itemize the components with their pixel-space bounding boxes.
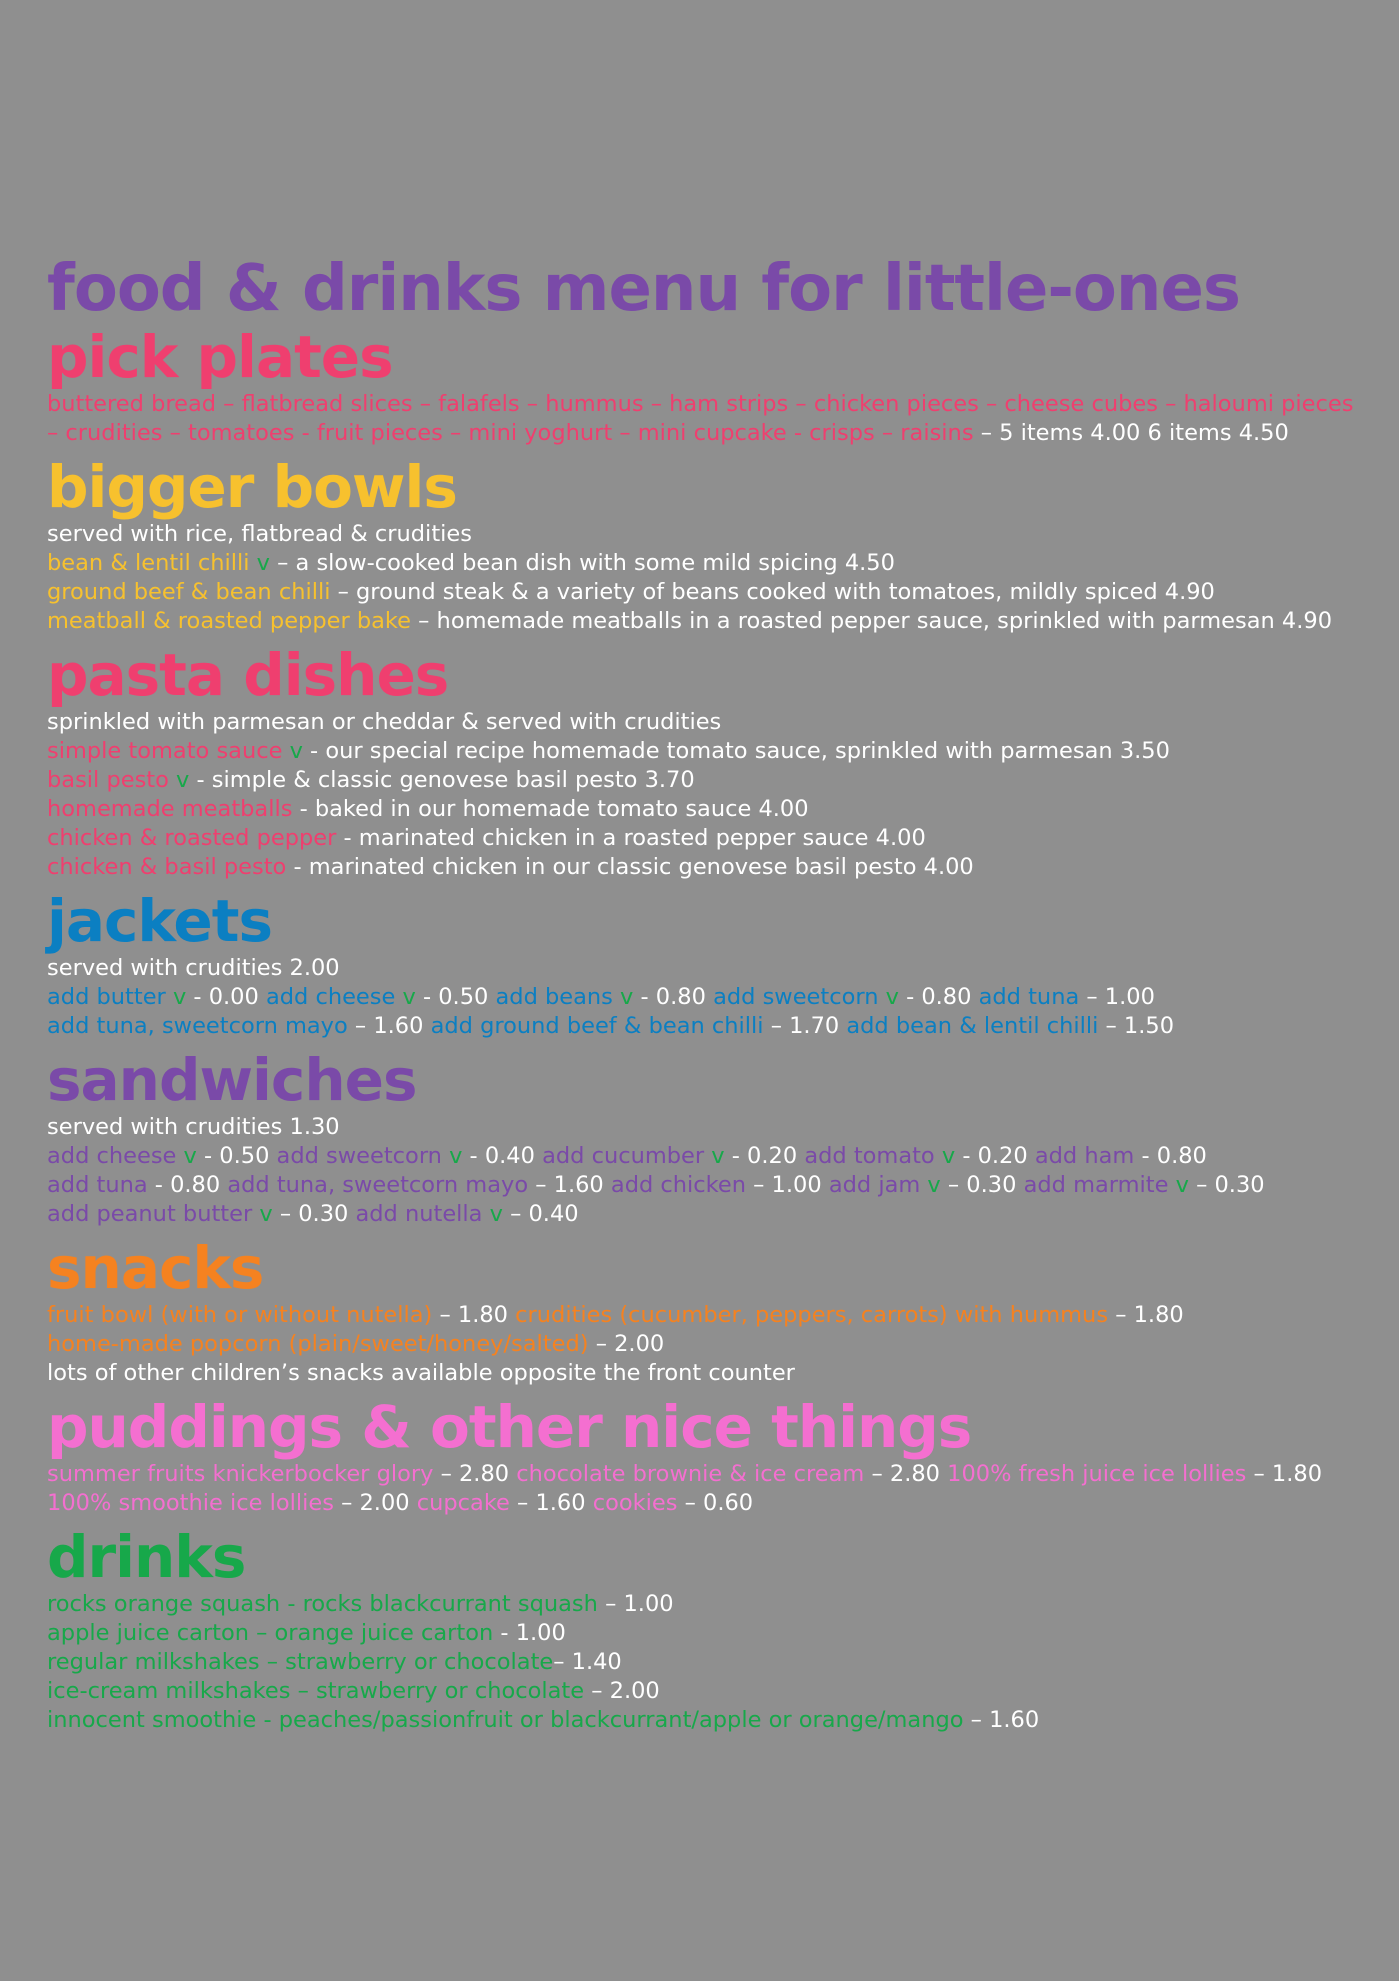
item-description: - our special recipe homemade tomato sauce, sprinkled with parmesan 3.50 (302, 738, 1170, 764)
snacks-line-2 (47, 1330, 1367, 1359)
addon-name: add beans (495, 984, 613, 1010)
item-price: – 1.60 (509, 1490, 593, 1516)
sandwiches-section (47, 1046, 1367, 1229)
item-price: – 2.00 (333, 1490, 417, 1516)
menu-item (47, 1590, 1367, 1619)
item-name: 100% fresh juice ice lollies (947, 1461, 1247, 1487)
item-name: home-made popcorn (plain/sweet/honey/salted) (47, 1331, 589, 1357)
vegetarian-mark: v (934, 1143, 956, 1169)
addon-name: add ham (1034, 1143, 1135, 1169)
pasta-section (47, 641, 1367, 882)
addon-name: add ground beef & bean chilli (430, 1013, 764, 1039)
item-name: summer fruits knickerbocker glory (47, 1461, 434, 1487)
addon-name: add marmite (1023, 1172, 1169, 1198)
menu-item (47, 766, 1367, 795)
jackets-addons-line-2 (47, 1012, 1367, 1041)
bigger-bowls-subtitle: served with rice, flatbread & crudities (47, 521, 472, 547)
item-name: cookies (592, 1490, 678, 1516)
item-name: bean & lentil chilli (47, 550, 250, 576)
vegetarian-mark: v (920, 1172, 941, 1198)
addon-price: – 1.00 (746, 1172, 829, 1198)
vegetarian-mark: v (441, 1143, 463, 1169)
addon-name: add sweetcorn (713, 984, 879, 1010)
puddings-section (47, 1393, 1367, 1518)
vegetarian-mark: v (176, 1143, 197, 1169)
sandwiches-addons-line-1 (47, 1142, 1367, 1171)
item-price: – 1.00 (597, 1591, 674, 1617)
item-description: – ground steak & a variety of beans cooked with tomatoes, mildly spiced 4.90 (337, 579, 1215, 605)
item-name: chocolate brownie & ice cream (516, 1461, 865, 1487)
item-name: simple tomato sauce (47, 738, 283, 764)
addon-name: add sweetcorn (276, 1143, 442, 1169)
addon-name: add jam (828, 1172, 921, 1198)
item-description: – homemade meatballs in a roasted pepper sauce, sprinkled with parmesan 4.90 (411, 608, 1333, 634)
drinks-heading: drinks (47, 1523, 246, 1591)
addon-name: add butter (47, 984, 166, 1010)
addon-name: add cheese (47, 1143, 177, 1169)
item-description: - marinated chicken in a roasted pepper sauce 4.00 (336, 825, 926, 851)
item-name: regular milkshakes – strawberry or chocolate (47, 1649, 554, 1675)
item-price: – 0.60 (677, 1490, 754, 1516)
menu-item (47, 1619, 1367, 1648)
pasta-heading: pasta dishes (47, 641, 449, 709)
pick-plates-price: – 5 items 4.00 6 items 4.50 (973, 420, 1289, 446)
menu-item (47, 578, 1367, 607)
item-name: chicken & roasted pepper (47, 825, 337, 851)
snacks-line-1 (47, 1301, 1367, 1330)
item-price: – 2.00 (584, 1678, 660, 1704)
addon-price: – 0.30 (1188, 1172, 1265, 1198)
pasta-subtitle: sprinkled with parmesan or cheddar & served with crudities (47, 709, 722, 735)
item-price: – 2.80 (864, 1461, 948, 1487)
vegetarian-mark: v (612, 984, 634, 1010)
vegetarian-mark: v (249, 550, 270, 576)
sandwiches-subtitle: served with crudities 1.30 (47, 1114, 340, 1140)
jackets-heading: jackets (47, 887, 272, 955)
bigger-bowls-heading: bigger bowls (47, 453, 457, 521)
menu-item (47, 1648, 1367, 1677)
item-name: innocent smoothie - peaches/passionfruit or blackcurrant/apple or orange/mango (47, 1707, 964, 1733)
vegetarian-mark: v (252, 1201, 273, 1227)
item-price: – 2.80 (433, 1461, 517, 1487)
menu-item (47, 853, 1367, 882)
item-description: – a slow-cooked bean dish with some mild spicing 4.50 (269, 550, 895, 576)
menu-item (47, 607, 1367, 636)
item-name: apple juice carton – orange juice carton (47, 1620, 494, 1646)
jackets-addons-line-1 (47, 983, 1367, 1012)
vegetarian-mark: v (704, 1143, 725, 1169)
addon-name: add tuna, sweetcorn mayo (227, 1172, 529, 1198)
pick-plates-items (47, 390, 1367, 448)
bigger-bowls-section (47, 453, 1367, 636)
item-description: - simple & classic genovese basil pesto 3.70 (189, 767, 695, 793)
snacks-section (47, 1234, 1367, 1388)
item-description: - baked in our homemade tomato sauce 4.00 (292, 796, 809, 822)
item-price: – 1.60 (963, 1707, 1040, 1733)
sandwiches-addons-line-3 (47, 1200, 1367, 1229)
addon-price: – 1.00 (1079, 984, 1155, 1010)
menu-item (47, 1706, 1367, 1735)
addon-price: - 0.50 (196, 1143, 277, 1169)
addon-price: - 0.40 (462, 1143, 543, 1169)
addon-name: add cheese (265, 984, 396, 1010)
item-name: chicken & basil pesto (47, 854, 287, 880)
item-price: – 1.80 (1108, 1302, 1184, 1328)
vegetarian-mark: v (165, 984, 187, 1010)
addon-price: - 0.80 (147, 1172, 228, 1198)
addon-price: - 0.00 (186, 984, 266, 1010)
vegetarian-mark: v (168, 767, 190, 793)
item-price: - 1.00 (493, 1620, 566, 1646)
vegetarian-mark: v (282, 738, 303, 764)
item-name: rocks orange squash - rocks blackcurrant squash (47, 1591, 598, 1617)
jackets-subtitle: served with crudities 2.00 (47, 955, 340, 981)
item-name: homemade meatballs (47, 796, 293, 822)
vegetarian-mark: v (1168, 1172, 1189, 1198)
addon-price: – 1.60 (347, 1013, 431, 1039)
item-price: – 2.00 (588, 1331, 665, 1357)
item-name: ground beef & bean chilli (47, 579, 338, 605)
puddings-heading: puddings & other nice things (47, 1393, 972, 1461)
addon-price: – 1.70 (763, 1013, 847, 1039)
jackets-section (47, 887, 1367, 1041)
addon-name: add peanut butter (47, 1201, 253, 1227)
vegetarian-mark: v (878, 984, 899, 1010)
addon-name: add nutella (355, 1201, 483, 1227)
addon-price: – 0.40 (502, 1201, 579, 1227)
item-price: – 1.80 (432, 1302, 516, 1328)
menu-item (47, 1677, 1367, 1706)
item-name: ice-cream milkshakes – strawberry or chocolate (47, 1678, 585, 1704)
addon-name: add tuna (47, 1172, 148, 1198)
item-price: – 1.40 (553, 1649, 622, 1675)
addon-name: add bean & lentil chilli (846, 1013, 1099, 1039)
addon-price: - 0.20 (724, 1143, 805, 1169)
addon-name: add tuna, sweetcorn mayo (47, 1013, 348, 1039)
menu-page (47, 254, 1367, 1735)
sandwiches-heading: sandwiches (47, 1046, 417, 1114)
menu-title: food & drinks menu for little-ones (47, 252, 1240, 326)
addon-price: - 0.80 (898, 984, 979, 1010)
item-name: 100% smoothie ice lollies (47, 1490, 334, 1516)
addon-price: – 0.30 (940, 1172, 1024, 1198)
addon-price: – 0.30 (272, 1201, 356, 1227)
item-price: – 1.80 (1246, 1461, 1323, 1487)
vegetarian-mark: v (395, 984, 416, 1010)
addon-name: add tomato (804, 1143, 935, 1169)
vegetarian-mark: v (482, 1201, 503, 1227)
item-name: fruit bowl (with or without nutella) (47, 1302, 433, 1328)
menu-item (47, 549, 1367, 578)
pick-plates-heading: pick plates (47, 323, 393, 391)
drinks-section (47, 1523, 1367, 1735)
sandwiches-addons-line-2 (47, 1171, 1367, 1200)
addon-price: – 1.50 (1098, 1013, 1175, 1039)
item-description: - marinated chicken in our classic genovese basil pesto 4.00 (286, 854, 974, 880)
pick-plates-list: buttered bread – flatbread slices – falafels – hummus – ham strips – chicken pieces – cheese cubes – haloumi pieces – crudities – tomatoes - fruit pieces – mini yoghurt – mini cupcake - crisps – raisins (47, 391, 1354, 446)
pick-plates-section (47, 323, 1367, 448)
menu-item (47, 737, 1367, 766)
snacks-heading: snacks (47, 1234, 264, 1302)
addon-name: add cucumber (542, 1143, 705, 1169)
addon-price: - 0.80 (633, 984, 714, 1010)
menu-item (47, 824, 1367, 853)
addon-name: add tuna (978, 984, 1080, 1010)
snacks-note: lots of other children’s snacks available opposite the front counter (47, 1360, 795, 1386)
item-name: basil pesto (47, 767, 169, 793)
addon-price: - 0.50 (415, 984, 496, 1010)
menu-item (47, 795, 1367, 824)
item-name: crudities (cucumber, peppers, carrots) with hummus (515, 1302, 1109, 1328)
addon-price: – 1.60 (528, 1172, 611, 1198)
puddings-items (47, 1460, 1337, 1518)
item-name: meatball & roasted pepper bake (47, 608, 411, 634)
addon-price: - 0.20 (955, 1143, 1035, 1169)
addon-price: - 0.80 (1134, 1143, 1207, 1169)
item-name: cupcake (416, 1490, 510, 1516)
addon-name: add chicken (610, 1172, 746, 1198)
